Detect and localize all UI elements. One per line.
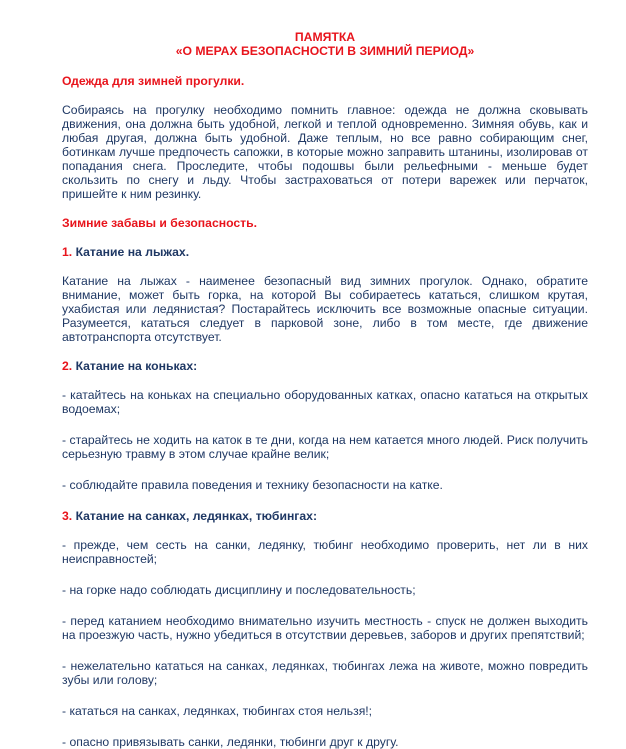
- sledding-item: - нежелательно кататься на санках, ледянках, тюбингах лежа на животе, можно повредить зубы или голову;: [62, 659, 588, 687]
- sledding-item: - на горке надо соблюдать дисциплину и последовательность;: [62, 583, 416, 597]
- skating-heading-text: Катание на коньках:: [75, 359, 198, 373]
- skiing-heading-text: Катание на лыжах.: [75, 245, 190, 259]
- sledding-item: - прежде, чем сесть на санки, ледянку, тюбинг необходимо проверить, нет ли в них неисправностей;: [62, 538, 588, 566]
- skating-item: - соблюдайте правила поведения и технику безопасности на катке.: [62, 478, 443, 492]
- sledding-item: - опасно привязывать санки, ледянки, тюбинги друг к другу.: [62, 735, 399, 749]
- sledding-number: 3.: [62, 509, 73, 523]
- sledding-heading: [62, 509, 588, 523]
- sledding-heading-text: Катание на санках, ледянках, тюбингах:: [75, 509, 317, 523]
- sledding-item: - перед катанием необходимо внимательно изучить местность - спуск не должен выходить на проезжую часть, нужно убедиться в отсутствии деревьев, заборов и других препятствий;: [62, 614, 588, 642]
- title-line-2: «О МЕРАХ БЕЗОПАСНОСТИ В ЗИМНИЙ ПЕРИОД»: [175, 44, 475, 58]
- skiing-paragraph: Катание на лыжах - наименее безопасный вид зимних прогулок. Однако, обратите внимание, может быть горка, на которой Вы собираетесь кататься, слишком крутая, ухабистая или ледянистая? Постарайтесь исключить все возможные опасные ситуации. Разумеется, кататься следует в парковой зоне, либо в том месте, где движение автотранспорта отсутствует.: [62, 274, 588, 344]
- skating-item: - катайтесь на коньках на специально оборудованных катках, опасно кататься на открытых водоемах;: [62, 388, 588, 416]
- clothing-paragraph: Собираясь на прогулку необходимо помнить главное: одежда не должна сковывать движения, она должна быть удобной, легкой и теплой одновременно. Зимняя обувь, как и любая другая, должна быть удобной. Даже теплым, но все равно собирающим снег, ботинкам лучше предпочесть сапожки, в которые можно заправить штанины, изолировав от попадания снега. Проследите, чтобы подошвы были рельефными - меньше будет скользить по снегу и льду. Чтобы застраховаться от потери варежек или перчаток, пришейте к ним резинку.: [62, 103, 588, 201]
- skiing-heading: [62, 245, 588, 259]
- sledding-item: - кататься на санках, ледянках, тюбингах стоя нельзя!;: [62, 704, 373, 718]
- clothing-heading: Одежда для зимней прогулки.: [62, 74, 245, 88]
- skating-heading: [62, 359, 588, 373]
- skiing-number: 1.: [62, 245, 73, 259]
- skating-number: 2.: [62, 359, 73, 373]
- skating-item: - старайтесь не ходить на каток в те дни, когда на нем катается много людей. Риск получить серьезную травму в этом случае крайне велик;: [62, 433, 588, 461]
- winter-fun-heading: Зимние забавы и безопасность.: [62, 216, 257, 230]
- title-line-1: ПАМЯТКА: [294, 30, 356, 44]
- document-title: [62, 30, 588, 58]
